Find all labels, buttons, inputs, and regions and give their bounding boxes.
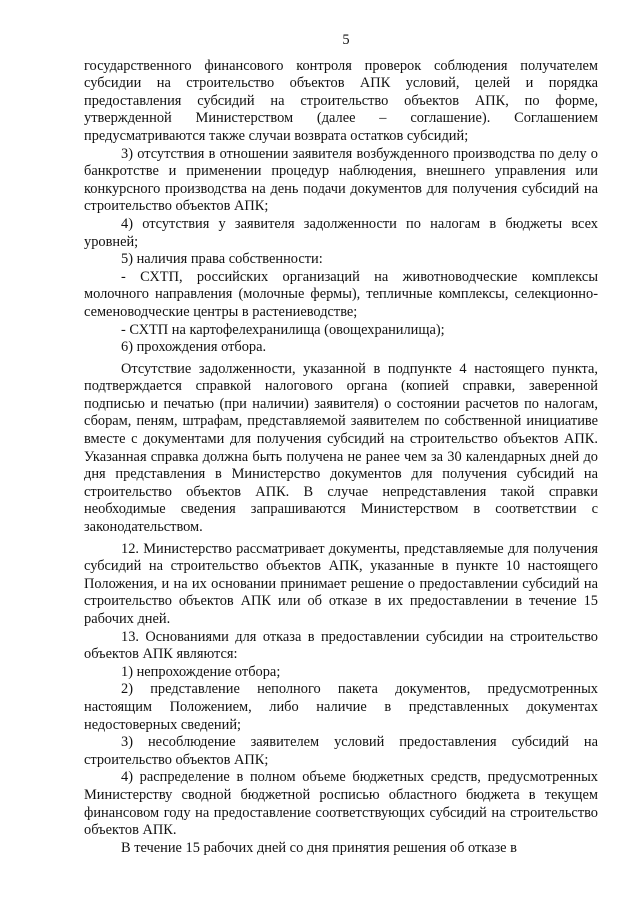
paragraph-tax-certificate: Отсутствие задолженности, указанной в подпункте 4 настоящего пункта, подтверждается справкой налогового органа (копией справки, заверенной подписью и печатью (при наличии) заявителя) о состоянии расчетов по налогам, сборам, пеням, штрафам, представляемой заявителем по собственной инициативе вместе с документами для получения субсидий на строительство объектов АПК. Указанная справка должна быть получена не ранее чем за 30 календарных дней до дня представления в Министерство документов для получения субсидий на строительство объектов АПК. В случае непредставления такой справки необходимые сведения запрашиваются Министерством в соответствии с законодательством. bbox=[84, 360, 598, 536]
paragraph-item-4: 4) отсутствия у заявителя задолженности по налогам в бюджеты всех уровней; bbox=[84, 215, 598, 250]
paragraph-item-5-sub-1: - СХТП, российских организаций на животноводческие комплексы молочного направления (молочные фермы), тепличные комплексы, селекционно-семеноводческие центры в растениеводстве; bbox=[84, 268, 598, 320]
paragraph-item-5: 5) наличия права собственности: bbox=[121, 251, 323, 268]
paragraph-item-6: 6) прохождения отбора. bbox=[121, 339, 267, 356]
page-number: 5 bbox=[342, 32, 350, 48]
paragraph-13: 13. Основаниями для отказа в предоставлении субсидии на строительство объектов АПК являются: bbox=[84, 628, 598, 663]
paragraph-item-3: 3) отсутствия в отношении заявителя возбужденного производства по делу о банкротстве и применении процедур наблюдения, внешнего управления или конкурсного производства на день подачи документов для получения субсидий на строительство объектов АПК; bbox=[84, 145, 598, 215]
paragraph-continuation: государственного финансового контроля проверок соблюдения получателем субсидии на строительство объектов АПК условий, целей и порядка предоставления субсидий на строительство объектов АПК, по форме, утвержденной Министерством (далее – соглашение). Соглашением предусматриваются также случаи возврата остатков субсидий; bbox=[84, 57, 598, 144]
paragraph-item-5-sub-2: - СХТП на картофелехранилища (овощехранилища); bbox=[121, 321, 445, 338]
paragraph-13-item-3: 3) несоблюдение заявителем условий предоставления субсидий на строительство объектов АПК; bbox=[84, 734, 598, 768]
paragraph-13-item-2: 2) представление неполного пакета документов, предусмотренных настоящим Положением, либо наличие в представленных документах недостоверных сведений; bbox=[84, 681, 598, 733]
paragraph-refusal-term: В течение 15 рабочих дней со дня принятия решения об отказе в bbox=[121, 839, 517, 856]
paragraph-12: 12. Министерство рассматривает документы, представляемые для получения субсидий на строительство объектов АПК, указанные в пункте 10 настоящего Положения, и на их основании принимает решение о предоставлении субсидий на строительство объектов АПК или об отказе в их предоставлении в течение 15 рабочих дней. bbox=[84, 540, 598, 627]
paragraph-13-item-1: 1) непрохождение отбора; bbox=[121, 663, 281, 680]
paragraph-13-item-4: 4) распределение в полном объеме бюджетных средств, предусмотренных Министерству сводной бюджетной росписью областного бюджета в текущем финансовом году на предоставление соответствующих субсидий на строительство объектов АПК. bbox=[84, 769, 598, 839]
